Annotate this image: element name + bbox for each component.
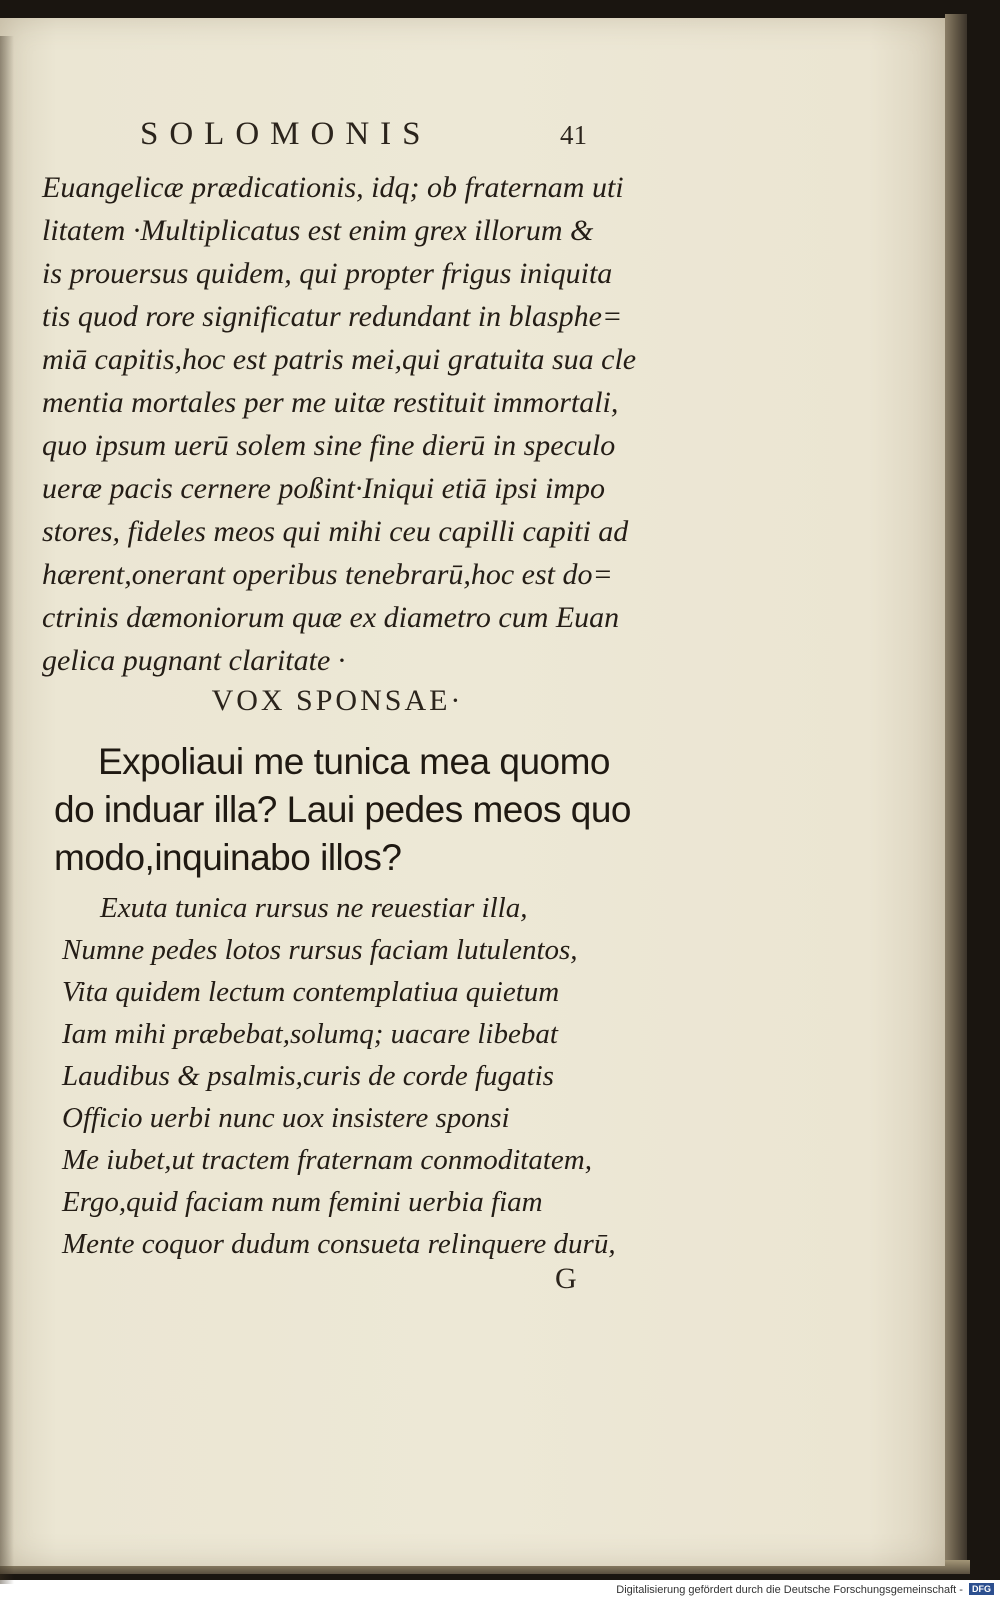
spine-shadow (0, 36, 14, 1584)
commentary-line: hærent,onerant operibus tenebrarū,hoc est do= (42, 558, 613, 591)
biblical-text-block (54, 738, 654, 882)
commentary-line: stores, fideles meos qui mihi ceu capilli capiti ad (42, 515, 629, 548)
commentary-line: is prouersus quidem, qui propter frigus iniquita (42, 257, 613, 290)
verse-line: Ergo,quid faciam num femini uerbia fiam (62, 1186, 543, 1218)
page-fore-edge (945, 14, 967, 1570)
verse-line: Me iubet,ut tractem fraternam conmoditatem, (62, 1144, 592, 1176)
verse-line: Mente coquor dudum consueta relinquere durū, (62, 1228, 616, 1260)
signature-mark: G (555, 1262, 577, 1295)
commentary-line: gelica pugnant claritate · (42, 644, 346, 677)
section-heading: VOX SPONSAE· (211, 684, 464, 717)
running-head-title: SOLOMONIS (140, 116, 432, 152)
commentary-line: ctrinis dæmoniorum quæ ex diametro cum Euan (42, 601, 620, 634)
commentary-line: tis quod rore significatur redundant in blasphe= (42, 300, 623, 333)
biblical-line: modo,inquinabo illos? (54, 837, 402, 878)
verse-line: Vita quidem lectum contemplatiua quietum (62, 976, 560, 1008)
verse-block (62, 887, 662, 1265)
verse-line: Iam mihi præbebat,solumq; uacare libebat (62, 1018, 558, 1050)
digitization-credit-text: Digitalisierung gefördert durch die Deutsche Forschungsgemeinschaft - (616, 1584, 963, 1596)
commentary-line: miā capitis,hoc est patris mei,qui gratuita sua cle (42, 343, 637, 376)
section-heading-wrap (0, 684, 945, 718)
biblical-line: Expoliaui me tunica mea quomo (98, 741, 611, 782)
verse-line: Numne pedes lotos rursus faciam lutulentos, (62, 934, 578, 966)
verse-line: Exuta tunica rursus ne reuestiar illa, (100, 892, 528, 924)
commentary-line: Euangelicæ prædicationis, idq; ob fraternam uti (42, 171, 624, 204)
commentary-block (42, 166, 662, 682)
commentary-line: ueræ pacis cernere poßint·Iniqui etiā ipsi impo (42, 472, 605, 505)
digitization-credit (616, 1583, 994, 1596)
commentary-line: litatem ·Multiplicatus est enim grex illorum & (42, 214, 594, 247)
dfg-logo-icon: DFG (969, 1583, 994, 1595)
commentary-line: quo ipsum uerū solem sine fine dierū in speculo (42, 429, 616, 462)
folio-number: 41 (560, 120, 587, 150)
commentary-line: mentia mortales per me uitæ restituit immortali, (42, 386, 619, 419)
verse-line: Laudibus & psalmis,curis de corde fugatis (62, 1060, 554, 1092)
verse-line: Officio uerbi nunc uox insistere sponsi (62, 1102, 510, 1134)
biblical-line: do induar illa? Laui pedes meos quo (54, 789, 631, 830)
